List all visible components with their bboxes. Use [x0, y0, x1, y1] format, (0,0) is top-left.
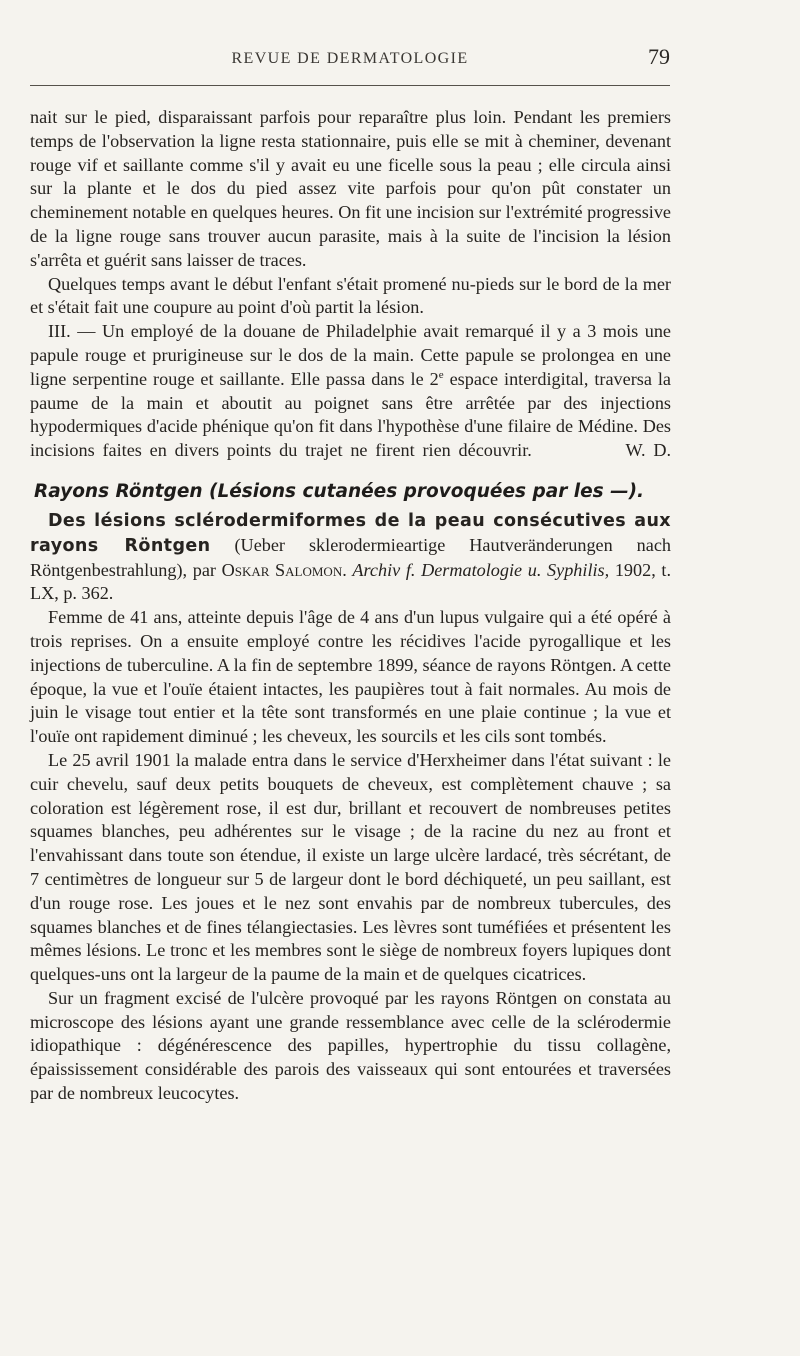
prev-article-paragraph-2: Quelques temps avant le début l'enfant s'était promené nu-pieds sur le bord de la mer et s'était fait une coupure au point d'où partit la lésion. [30, 273, 671, 318]
prev-article-paragraph-1: nait sur le pied, disparaissant parfois pour reparaître plus loin. Pendant les premiers temps de l'observation la ligne resta stationnaire, puis elle se mit à cheminer, devenant rouge vif et saillante comme s'il y avait eu une ficelle sous la peau ; elle circula ainsi sur la plante et le dos du pied assez vite parfois pour qu'on pût constater un cheminement notable en quelques heures. On fit une incision sur l'extrémité progressive de la ligne rouge sans trouver aucun parasite, mais à la suite de l'incision la lésion s'arrêta et guérit sans laisser de traces. [30, 107, 671, 270]
article-subtitle: (Ueber sklerodermieartige Hautveränderungen nach Röntgenbestrahlung), par [30, 534, 672, 580]
article-paragraph: Femme de 41 ans, atteinte depuis l'âge de 4 ans d'un lupus vulgaire qui a été opéré à trois reprises. On a ensuite employé contre les récidives l'acide pyrogallique et les injections de tuberculine. A la fin de septembre 1899, séance de rayons Röntgen. A cette époque, la vue et l'ouïe étaient intactes, les paupières tout à fait normales. Au mois de juin le visage tout entier et la tête sont transformés en une plaie continue ; la vue et l'ouïe ont rapidement diminué ; les cheveux, les sourcils et les cils sont tombés. [30, 607, 671, 747]
article-title: Des lésions sclérodermiformes de la peau consécutives aux rayons Röntgen [30, 510, 671, 556]
article-paragraph: Le 25 avril 1901 la malade entra dans le service d'Herxheimer dans l'état suivant : le cuir chevelu, sauf deux petits bouquets de cheveux, est complètement chauve ; sa coloration est légèrement rose, il est dur, brillant et recouvert de nombreuses petites squames blanches, peu adhérentes sur le visage ; de la racine du nez au front et l'envahissant dans toute son étendue, il existe un large ulcère lardacé, très sécrétant, de 7 centimètres de longueur sur 5 de largeur dont le bord déchiqueté, un peu saillant, est d'un rouge rose. Les joues et le nez sont envahis par de nombreux tubercules, des squames blanches et de fines télangiectasies. Les lèvres sont tuméfiées et présentent les mêmes lésions. Le tronc et les membres sont le siège de nombreux foyers lupiques dont quelques-uns ont la largeur de la paume de la main et de quelques cicatrices. [30, 749, 671, 985]
article-paragraph: Sur un fragment excisé de l'ulcère provoqué par les rayons Röntgen on constata au microscope des lésions ayant une grande ressemblance avec celle de la sclérodermie idiopathique : dégénérescence des papilles, hypertrophie du tissu collagène, épaississement considérable des parois des vaisseaux qui sont entourées et traversées par de nombreux leucocytes. [30, 987, 671, 1104]
superscript: e [438, 368, 444, 381]
author-signature: W. D. [625, 440, 671, 461]
article-heading [30, 509, 671, 606]
journal-name: Archiv f. Dermatologie u. Syphilis, [352, 559, 610, 580]
page-content [30, 106, 671, 1106]
header-rule [30, 85, 670, 86]
running-head [30, 44, 670, 76]
paragraph-text: III. — Un employé de la douane de Philadelphie avait remarqué il y a 3 mois une papule rouge et prurigineuse sur le dos de la main. Cette papule se prolongea en une ligne serpentine rouge et saillante. Elle passa dans le 2 [30, 321, 671, 389]
paragraph-text: espace interdigital, traversa la paume de la main et aboutit au poignet sans être arrêtée par des injections hypodermiques d'acide phénique qu'on fit dans l'hypothèse d'une filaire de Médine. Des incisions faites en divers points du trajet ne firent rien découvrir. [30, 368, 672, 461]
prev-article-paragraph-3 [30, 320, 671, 463]
article-author: Oskar Salomon. [221, 559, 347, 580]
page-number: 79 [648, 44, 670, 69]
citation: 1902, t. LX, p. 362. [30, 559, 671, 604]
section-title: Rayons Röntgen (Lésions cutanées provoquées par les —). [34, 480, 645, 502]
running-title: REVUE DE DERMATOLOGIE [231, 50, 469, 67]
